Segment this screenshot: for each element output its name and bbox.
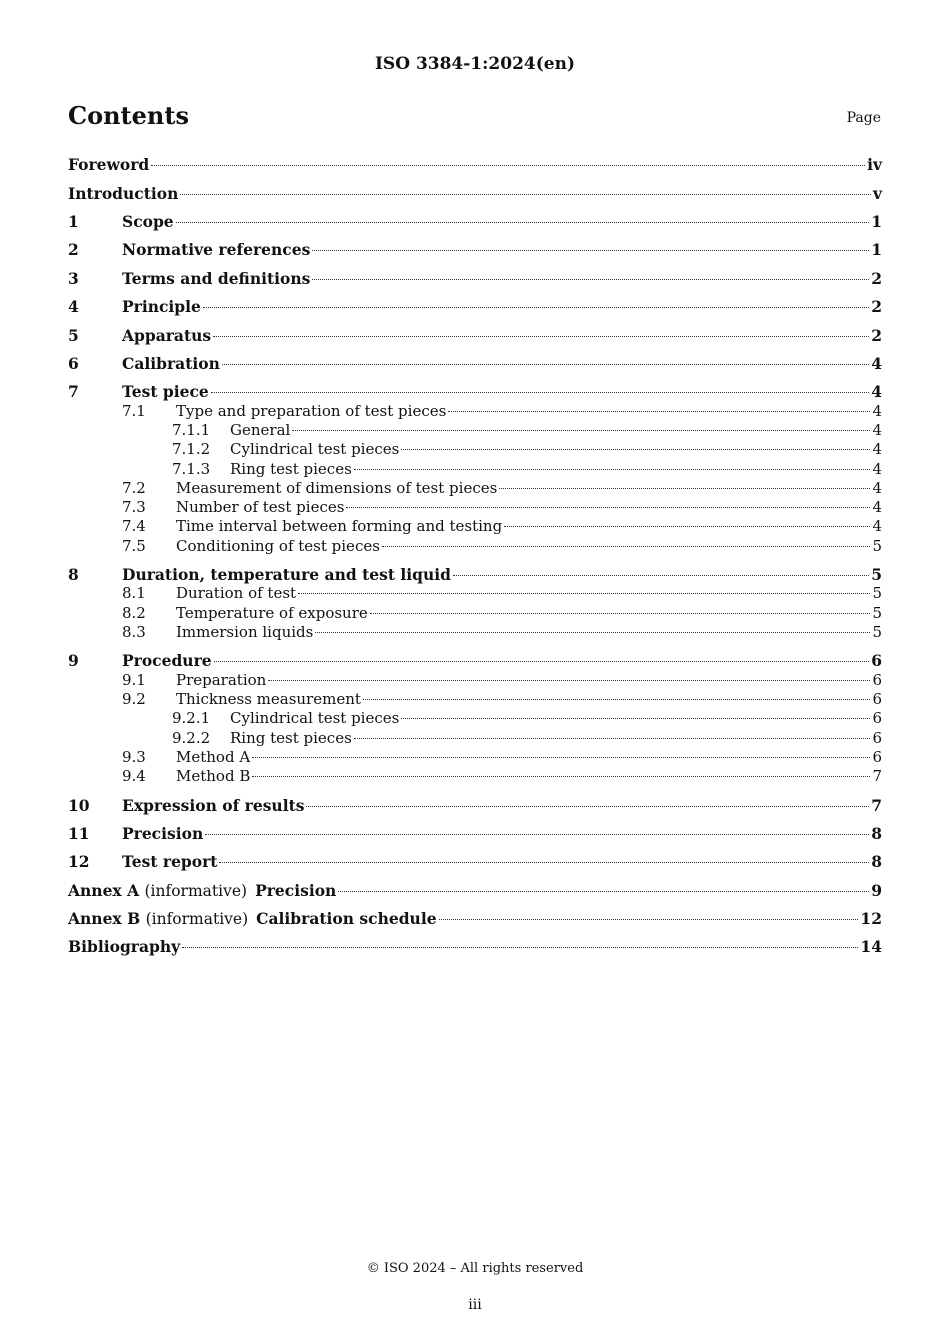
toc-entry-page: 6 xyxy=(872,690,882,708)
toc-entry-title: Cylindrical test pieces xyxy=(230,709,400,727)
dot-leader xyxy=(370,612,871,614)
toc-entry[interactable] xyxy=(68,709,882,727)
toc-entry-number: 7.5 xyxy=(122,537,146,555)
toc-entry-page: 4 xyxy=(872,421,882,439)
toc-entry-page: 7 xyxy=(872,767,882,785)
toc-entry[interactable] xyxy=(68,402,882,420)
toc-entry[interactable] xyxy=(68,748,882,766)
dot-leader xyxy=(252,756,870,758)
toc-entry-page: 5 xyxy=(872,537,882,555)
toc-entry[interactable] xyxy=(68,240,882,259)
dot-leader xyxy=(268,679,870,681)
toc-entry[interactable] xyxy=(68,269,882,288)
dot-leader xyxy=(439,918,859,920)
toc-entry-number: 5 xyxy=(68,326,79,345)
toc-entry-number: 8.1 xyxy=(122,584,146,602)
dot-leader xyxy=(499,487,870,489)
dot-leader xyxy=(401,717,870,719)
toc-entry-page: v xyxy=(872,184,882,203)
toc-entry-number: 3 xyxy=(68,269,79,288)
toc-entry-title: Terms and definitions xyxy=(122,269,311,288)
toc-entry[interactable] xyxy=(68,729,882,747)
toc-entry-number: 8 xyxy=(68,565,79,584)
toc-entry-page: 6 xyxy=(871,651,882,670)
toc-entry-title: Ring test pieces xyxy=(230,460,352,478)
contents-heading: Contents xyxy=(68,101,189,130)
toc-entry-title: Method B xyxy=(176,767,251,785)
toc-entry-page: 4 xyxy=(871,354,882,373)
toc-entry-title: Ring test pieces xyxy=(230,729,352,747)
toc-entry-number: 8.2 xyxy=(122,604,146,622)
toc-entry-number: 9.1 xyxy=(122,671,146,689)
page-column-label: Page xyxy=(846,110,881,126)
toc-entry[interactable] xyxy=(68,326,882,345)
dot-leader xyxy=(205,833,869,835)
dot-leader xyxy=(504,525,870,527)
toc-entry-title: Bibliography xyxy=(68,937,181,956)
toc-entry-number: 9.2.2 xyxy=(172,729,211,747)
toc-entry-number: 7.1.2 xyxy=(172,440,211,458)
toc-entry[interactable] xyxy=(68,565,882,584)
annex-label: Annex B xyxy=(68,909,141,928)
toc-entry-number: 8.3 xyxy=(122,623,146,641)
toc-entry-number: 10 xyxy=(68,796,90,815)
toc-entry-page: 6 xyxy=(872,709,882,727)
dot-leader xyxy=(306,805,869,807)
annex-title: Precision xyxy=(255,881,337,900)
dot-leader xyxy=(180,193,871,195)
toc-entry-number: 7.3 xyxy=(122,498,146,516)
toc-entry[interactable] xyxy=(68,498,882,516)
toc-entry[interactable] xyxy=(68,584,882,602)
dot-leader xyxy=(298,592,870,594)
toc-entry-page: iv xyxy=(867,155,882,174)
toc-entry-number: 12 xyxy=(68,852,90,871)
dot-leader xyxy=(448,410,870,412)
toc-entry-title: Scope xyxy=(122,212,174,231)
toc-entry-title: Temperature of exposure xyxy=(176,604,368,622)
dot-leader xyxy=(176,221,870,223)
dot-leader xyxy=(382,545,871,547)
dot-leader xyxy=(312,249,869,251)
dot-leader xyxy=(219,861,869,863)
toc-entry-title: Foreword xyxy=(68,155,150,174)
toc-entry-page: 4 xyxy=(872,479,882,497)
dot-leader xyxy=(151,164,865,166)
toc-entry-number: 6 xyxy=(68,354,79,373)
annex-note: (informative) xyxy=(145,910,249,928)
document-header: ISO 3384-1:2024(en) xyxy=(374,54,575,74)
toc-entry-page: 4 xyxy=(872,402,882,420)
toc-entry-title: Cylindrical test pieces xyxy=(230,440,400,458)
toc-entry-page: 4 xyxy=(872,440,882,458)
toc-entry-page: 4 xyxy=(872,460,882,478)
toc-entry-number: 2 xyxy=(68,240,79,259)
dot-leader xyxy=(354,737,871,739)
toc-entry-number: 9.4 xyxy=(122,767,146,785)
toc-entry[interactable] xyxy=(68,479,882,497)
toc-entry[interactable] xyxy=(68,212,882,231)
toc-entry-page: 5 xyxy=(872,623,882,641)
toc-entry[interactable] xyxy=(68,421,882,439)
toc-entry[interactable] xyxy=(68,382,882,401)
toc-entry-page: 1 xyxy=(871,212,882,231)
toc-entry-number: 7.1.3 xyxy=(172,460,211,478)
toc-entry[interactable] xyxy=(68,604,882,622)
toc-entry-page: 5 xyxy=(872,584,882,602)
toc-entry-title: Apparatus xyxy=(122,326,212,345)
toc-entry-number: 9.2 xyxy=(122,690,146,708)
toc-entry[interactable] xyxy=(68,623,882,641)
toc-entry-title: Preparation xyxy=(176,671,267,689)
dot-leader xyxy=(211,391,869,393)
toc-entry-title: Number of test pieces xyxy=(176,498,345,516)
toc-entry[interactable] xyxy=(68,767,882,785)
toc-entry[interactable] xyxy=(68,155,882,174)
dot-leader xyxy=(315,631,870,633)
toc-entry[interactable] xyxy=(68,909,882,928)
toc-entry-page: 14 xyxy=(860,937,882,956)
toc-entry-title: Method A xyxy=(176,748,251,766)
toc-entry[interactable] xyxy=(68,460,882,478)
annex-note: (informative) xyxy=(144,882,248,900)
toc-entry-title: Calibration xyxy=(122,354,220,373)
page-number: iii xyxy=(468,1297,482,1313)
toc-entry-page: 2 xyxy=(871,297,882,316)
toc-entry-title: Immersion liquids xyxy=(176,623,314,641)
dot-leader xyxy=(292,429,870,431)
dot-leader xyxy=(312,278,869,280)
toc-entry-number: 7 xyxy=(68,382,79,401)
toc-entry[interactable] xyxy=(68,184,882,203)
toc-entry-number: 7.2 xyxy=(122,479,146,497)
toc-entry[interactable] xyxy=(68,297,882,316)
toc-entry-title: Duration, temperature and test liquid xyxy=(122,565,452,584)
toc-entry[interactable] xyxy=(68,796,882,815)
toc-entry-page: 8 xyxy=(871,852,882,871)
toc-entry-title: Time interval between forming and testing xyxy=(176,517,503,535)
toc-entry[interactable] xyxy=(68,651,882,670)
toc-entry-title: Duration of test xyxy=(176,584,297,602)
toc-entry-page: 7 xyxy=(871,796,882,815)
dot-leader xyxy=(222,363,869,365)
toc-entry-title: Type and preparation of test pieces xyxy=(176,402,447,420)
dot-leader xyxy=(252,775,870,777)
toc-entry-title: Test piece xyxy=(122,382,209,401)
annex-label: Annex A xyxy=(68,881,140,900)
toc-entry-number: 7.1.1 xyxy=(172,421,211,439)
toc-entry[interactable] xyxy=(68,881,882,900)
toc-entry[interactable] xyxy=(68,824,882,843)
toc-entry[interactable] xyxy=(68,440,882,458)
toc-entry-title: Introduction xyxy=(68,184,179,203)
toc-entry-title xyxy=(68,881,336,900)
annex-title: Calibration schedule xyxy=(256,909,437,928)
toc-entry-title: Conditioning of test pieces xyxy=(176,537,380,555)
toc-entry-title: Test report xyxy=(122,852,218,871)
toc-entry-page: 4 xyxy=(872,498,882,516)
dot-leader xyxy=(363,698,871,700)
dot-leader xyxy=(354,468,871,470)
toc-entry-page: 6 xyxy=(872,748,882,766)
toc-entry-page: 2 xyxy=(871,326,882,345)
toc-entry-page: 5 xyxy=(872,604,882,622)
toc-entry-page: 2 xyxy=(871,269,882,288)
toc-entry-page: 9 xyxy=(871,881,882,900)
toc-entry[interactable] xyxy=(68,537,882,555)
toc-entry[interactable] xyxy=(68,671,882,689)
dot-leader xyxy=(401,448,870,450)
toc-entry-page: 1 xyxy=(871,240,882,259)
toc-entry-title: Precision xyxy=(122,824,204,843)
toc-entry-title: Measurement of dimensions of test pieces xyxy=(176,479,498,497)
toc-entry-page: 6 xyxy=(872,729,882,747)
toc-entry-number: 7.4 xyxy=(122,517,146,535)
toc-entry[interactable] xyxy=(68,690,882,708)
toc-entry[interactable] xyxy=(68,354,882,373)
toc-entry-title: Normative references xyxy=(122,240,311,259)
dot-leader xyxy=(182,946,858,948)
toc-entry-page: 8 xyxy=(871,824,882,843)
toc-entry-page: 12 xyxy=(860,909,882,928)
toc-entry[interactable] xyxy=(68,517,882,535)
toc-entry-number: 9 xyxy=(68,651,79,670)
toc-entry-title: Thickness measurement xyxy=(176,690,361,708)
toc-entry-number: 4 xyxy=(68,297,79,316)
dot-leader xyxy=(346,506,870,508)
toc-entry[interactable] xyxy=(68,937,882,956)
toc-entry-number: 9.2.1 xyxy=(172,709,211,727)
dot-leader xyxy=(213,335,869,337)
copyright-footer: © ISO 2024 – All rights reserved xyxy=(366,1261,584,1276)
toc-entry-title: General xyxy=(230,421,291,439)
toc-entry-title xyxy=(68,909,437,928)
toc-entry-page: 4 xyxy=(872,517,882,535)
toc-entry-title: Principle xyxy=(122,297,201,316)
toc-entry-number: 1 xyxy=(68,212,79,231)
toc-entry-number: 11 xyxy=(68,824,90,843)
dot-leader xyxy=(338,890,869,892)
dot-leader xyxy=(203,306,869,308)
dot-leader xyxy=(453,574,869,576)
toc-entry-title: Procedure xyxy=(122,651,212,670)
toc-entry[interactable] xyxy=(68,852,882,871)
toc-entry-page: 6 xyxy=(872,671,882,689)
toc-entry-number: 9.3 xyxy=(122,748,146,766)
toc-entry-number: 7.1 xyxy=(122,402,146,420)
toc-entry-page: 4 xyxy=(871,382,882,401)
toc-entry-title: Expression of results xyxy=(122,796,305,815)
toc-entry-page: 5 xyxy=(871,565,882,584)
dot-leader xyxy=(214,660,870,662)
